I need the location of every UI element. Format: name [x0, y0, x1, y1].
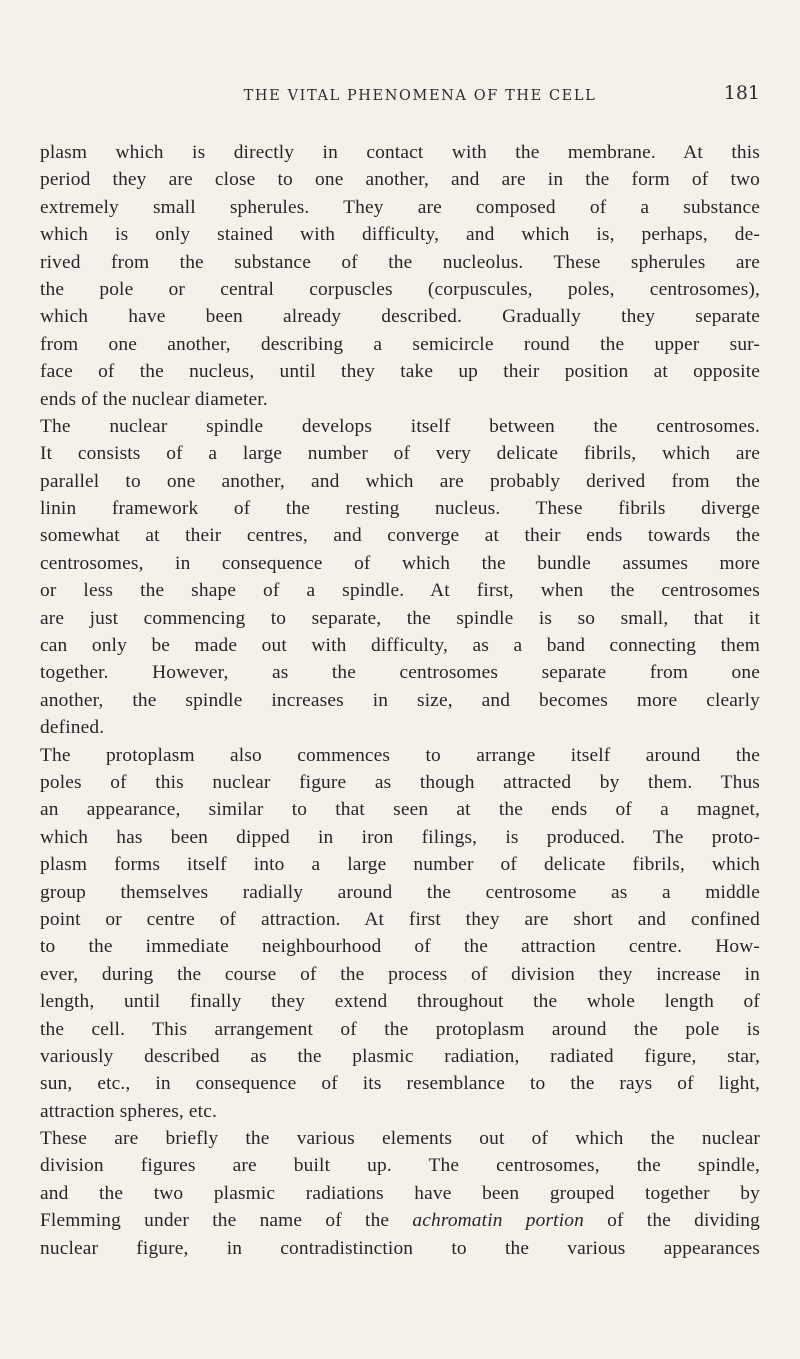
text-line: can only be made out with difficulty, as a band connecting them — [40, 635, 760, 657]
text-line: plasm which is directly in contact with the membrane. At this — [40, 142, 760, 163]
body-text — [40, 139, 760, 1262]
text-line: centrosomes, in consequence of which the bundle assumes more — [40, 552, 760, 574]
text-line: These are briefly the various elements out of which the nuclear — [40, 1128, 760, 1150]
text-line: plasm forms itself into a large number of delicate fibrils, which — [40, 854, 760, 876]
text-line: the cell. This arrangement of the protoplasm around the pole is — [40, 1018, 760, 1040]
text-line: division figures are built up. The centrosomes, the spindle, — [40, 1155, 760, 1177]
text-line: nuclear figure, in contradistinction to the various appearances — [40, 1237, 760, 1259]
text-line: variously described as the plasmic radiation, radiated figure, star, — [40, 1045, 760, 1067]
text-line — [40, 1207, 760, 1234]
text-line: which is only stained with difficulty, and which is, perhaps, de- — [40, 224, 760, 246]
running-head — [40, 82, 800, 118]
text-line: length, until finally they extend throughout the whole length of — [40, 991, 760, 1013]
text-line: parallel to one another, and which are probably derived from the — [40, 470, 760, 492]
text-line: It consists of a large number of very delicate fibrils, which are — [40, 443, 760, 465]
text-line: The protoplasm also commences to arrange itself around the — [40, 744, 760, 766]
text-line: point or centre of attraction. At first they are short and confined — [40, 908, 760, 930]
text-line: rived from the substance of the nucleolus. These spherules are — [40, 251, 760, 273]
text-line: together. However, as the centrosomes separate from one — [40, 662, 760, 684]
text-segment: Flemming under the name of the — [40, 1210, 413, 1232]
text-line: ends of the nuclear diameter. — [40, 388, 268, 410]
text-line: face of the nucleus, until they take up their position at opposite — [40, 361, 760, 383]
text-line: from one another, describing a semicircle round the upper sur- — [40, 333, 760, 355]
text-line: another, the spindle increases in size, and becomes more clearly — [40, 689, 760, 711]
text-line: poles of this nuclear figure as though attracted by them. Thus — [40, 771, 760, 793]
text-line: group themselves radially around the centrosome as a middle — [40, 881, 760, 903]
text-line: defined. — [40, 717, 105, 739]
page-number: 181 — [723, 82, 760, 104]
italic-term: achromatin portion — [412, 1210, 584, 1232]
text-line: which have been already described. Gradually they separate — [40, 306, 760, 328]
text-line: are just commencing to separate, the spindle is so small, that it — [40, 607, 760, 629]
text-line: attraction spheres, etc. — [40, 1100, 217, 1122]
text-line: period they are close to one another, and are in the form of two — [40, 169, 760, 191]
text-line: or less the shape of a spindle. At first, when the centrosomes — [40, 580, 760, 602]
text-line: extremely small spherules. They are composed of a substance — [40, 196, 760, 218]
text-line: which has been dipped in iron filings, is produced. The proto- — [40, 826, 760, 848]
text-line: ever, during the course of the process of division they increase in — [40, 963, 760, 985]
text-line: linin framework of the resting nucleus. These fibrils diverge — [40, 498, 760, 520]
running-title: THE VITAL PHENOMENA OF THE CELL — [243, 88, 597, 104]
text-line: an appearance, similar to that seen at the ends of a magnet, — [40, 799, 760, 821]
text-line: to the immediate neighbourhood of the attraction centre. How- — [40, 936, 760, 958]
text-line: the pole or central corpuscles (corpuscules, poles, centrosomes), — [40, 278, 760, 300]
text-line: somewhat at their centres, and converge at their ends towards the — [40, 525, 760, 547]
text-line: and the two plasmic radiations have been grouped together by — [40, 1182, 760, 1204]
text-line: sun, etc., in consequence of its resemblance to the rays of light, — [40, 1073, 760, 1095]
text-segment: of the dividing — [583, 1210, 760, 1232]
text-line: The nuclear spindle develops itself between the centrosomes. — [40, 415, 760, 437]
